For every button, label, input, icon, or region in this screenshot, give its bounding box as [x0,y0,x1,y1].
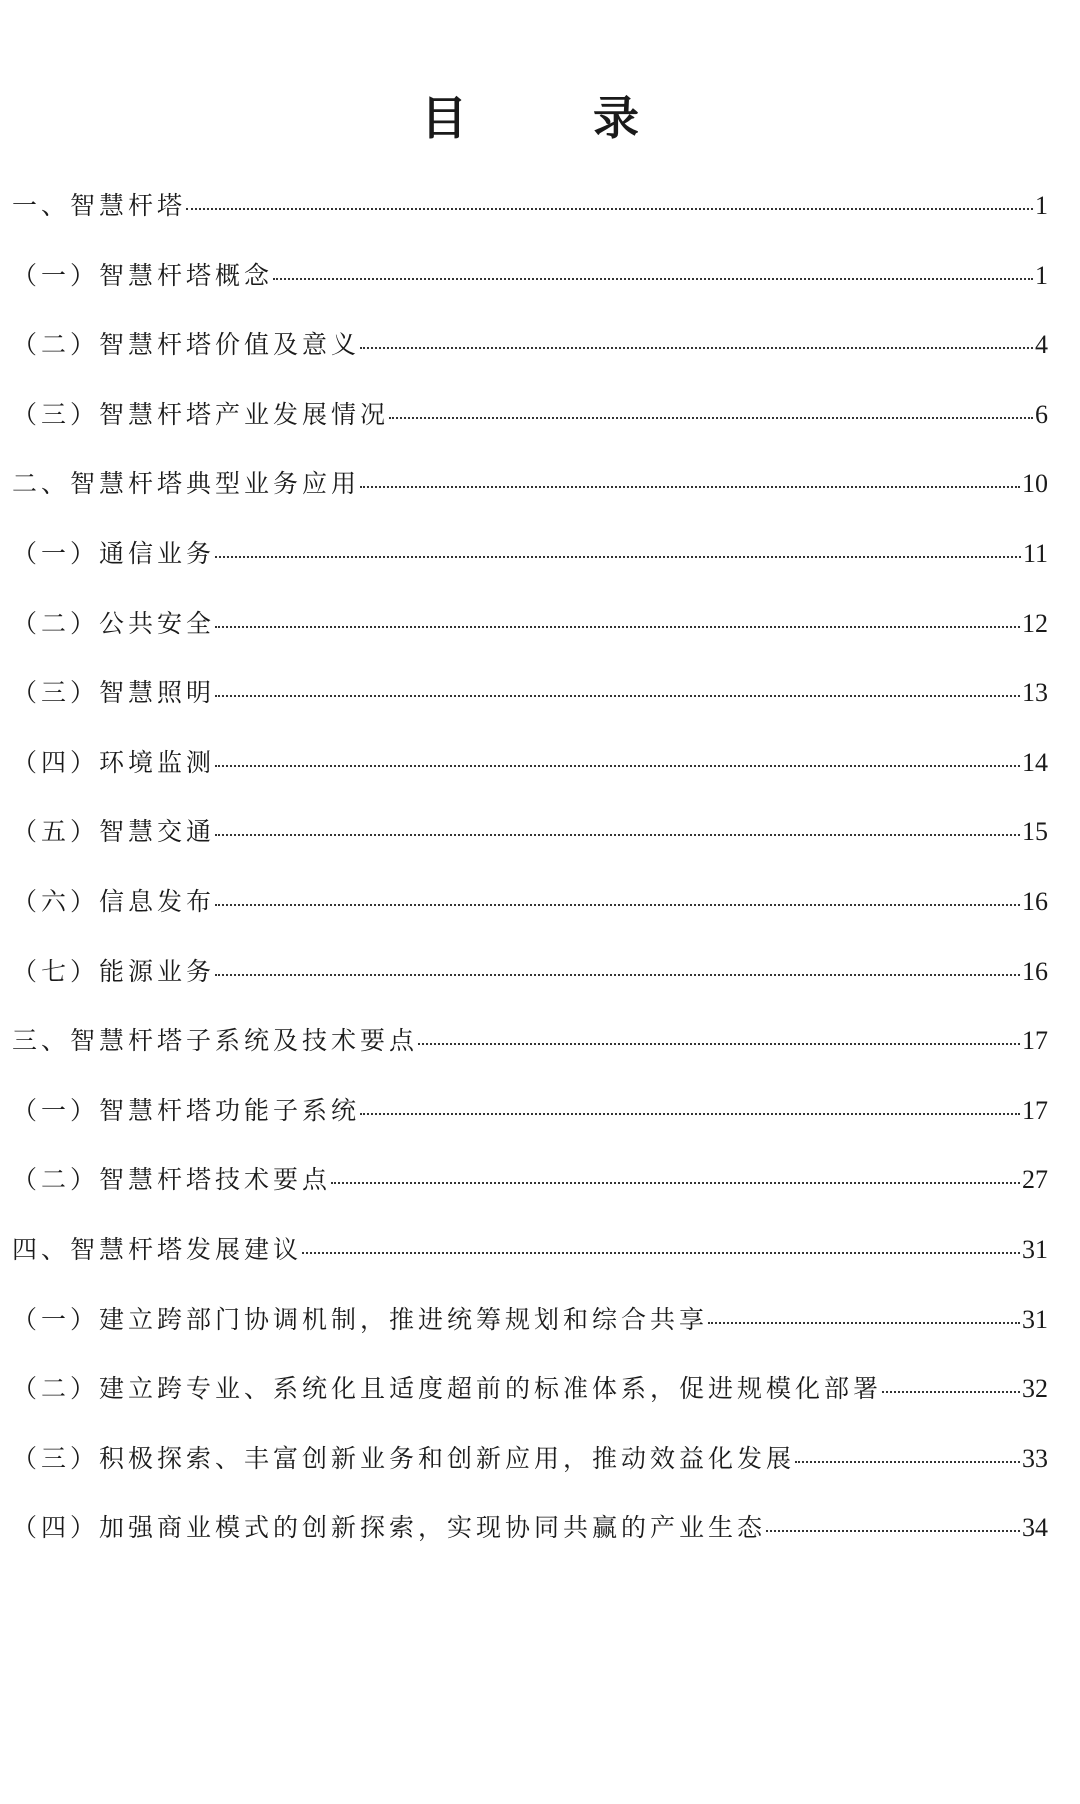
toc-entry-page: 17 [1022,1095,1048,1125]
toc-list [12,186,1048,1578]
toc-entry-label: （五）智慧交通 [12,817,216,847]
toc-entry-label: （四）加强商业模式的创新探索，实现协同共赢的产业生态 [12,1513,767,1543]
toc-entry[interactable] [12,1091,1048,1161]
toc-entry-page: 16 [1022,956,1048,986]
toc-entry-label: （六）信息发布 [12,886,216,916]
toc-entry-label: （三）智慧照明 [12,678,216,708]
dot-leader [273,278,1033,280]
dot-leader [360,1113,1020,1115]
dot-leader [215,556,1021,558]
dot-leader [331,1182,1020,1184]
toc-entry-page: 10 [1022,469,1048,499]
toc-entry[interactable] [12,1021,1048,1091]
toc-entry[interactable] [12,1230,1048,1300]
toc-entry-page: 16 [1022,886,1048,916]
toc-entry-page: 34 [1022,1513,1048,1543]
toc-entry[interactable] [12,812,1048,882]
dot-leader [882,1391,1020,1393]
toc-entry[interactable] [12,1369,1048,1439]
toc-entry[interactable] [12,1160,1048,1230]
toc-entry-page: 14 [1022,747,1048,777]
toc-entry-page: 1 [1035,260,1048,290]
toc-entry-label: （二）建立跨专业、系统化且适度超前的标准体系，促进规模化部署 [12,1374,883,1404]
dot-leader [766,1530,1020,1532]
toc-entry-page: 33 [1022,1443,1048,1473]
toc-entry-label: （三）积极探索、丰富创新业务和创新应用，推动效益化发展 [12,1443,796,1473]
toc-entry-page: 31 [1022,1234,1048,1264]
dot-leader [418,1043,1020,1045]
dot-leader [360,486,1020,488]
dot-leader [215,834,1020,836]
page-title: 目 录 [421,91,679,145]
dot-leader [708,1322,1020,1324]
toc-entry-label: 四、智慧杆塔发展建议 [12,1234,303,1264]
dot-leader [389,417,1033,419]
toc-entry-page: 11 [1022,538,1048,568]
toc-entry-label: （一）建立跨部门协调机制，推进统筹规划和综合共享 [12,1304,709,1334]
toc-entry[interactable] [12,534,1048,604]
toc-entry-label: 二、智慧杆塔典型业务应用 [12,469,361,499]
toc-entry-page: 15 [1022,817,1048,847]
dot-leader [215,695,1020,697]
toc-entry-label: 一、智慧杆塔 [12,191,187,220]
toc-entry-label: （三）智慧杆塔产业发展情况 [12,399,390,429]
toc-entry-label: （一）通信业务 [12,538,216,568]
toc-entry-label: （七）能源业务 [12,956,216,986]
dot-leader [215,904,1020,906]
toc-entry-label: （四）环境监测 [12,747,216,777]
toc-entry-label: （一）智慧杆塔功能子系统 [12,1095,361,1125]
toc-entry-page: 31 [1022,1304,1048,1334]
toc-entry[interactable] [12,395,1048,465]
dot-leader [360,347,1033,349]
toc-entry[interactable] [12,186,1048,256]
toc-entry[interactable] [12,673,1048,743]
toc-entry-label: （二）智慧杆塔价值及意义 [12,330,361,360]
toc-entry[interactable] [12,743,1048,813]
toc-entry[interactable] [12,882,1048,952]
toc-entry[interactable] [12,325,1048,395]
toc-entry-page: 6 [1035,399,1048,429]
toc-entry[interactable] [12,1300,1048,1370]
toc-entry[interactable] [12,1508,1048,1578]
toc-entry-page: 27 [1022,1165,1048,1195]
toc-entry-label: （二）智慧杆塔技术要点 [12,1165,332,1195]
dot-leader [302,1252,1020,1254]
dot-leader [215,626,1020,628]
toc-entry-page: 1 [1035,191,1048,220]
dot-leader [795,1461,1020,1463]
toc-entry[interactable] [12,464,1048,534]
toc-entry-page: 17 [1022,1026,1048,1056]
toc-entry-label: （二）公共安全 [12,608,216,638]
toc-entry[interactable] [12,604,1048,674]
toc-entry-page: 32 [1022,1374,1048,1404]
toc-entry[interactable] [12,1439,1048,1509]
toc-entry-page: 4 [1035,330,1048,360]
toc-entry[interactable] [12,256,1048,326]
dot-leader [215,974,1020,976]
dot-leader [186,208,1033,210]
toc-entry-label: （一）智慧杆塔概念 [12,260,274,290]
toc-entry-label: 三、智慧杆塔子系统及技术要点 [12,1026,419,1056]
toc-entry[interactable] [12,952,1048,1022]
toc-entry-page: 12 [1022,608,1048,638]
dot-leader [215,765,1020,767]
toc-entry-page: 13 [1022,678,1048,708]
